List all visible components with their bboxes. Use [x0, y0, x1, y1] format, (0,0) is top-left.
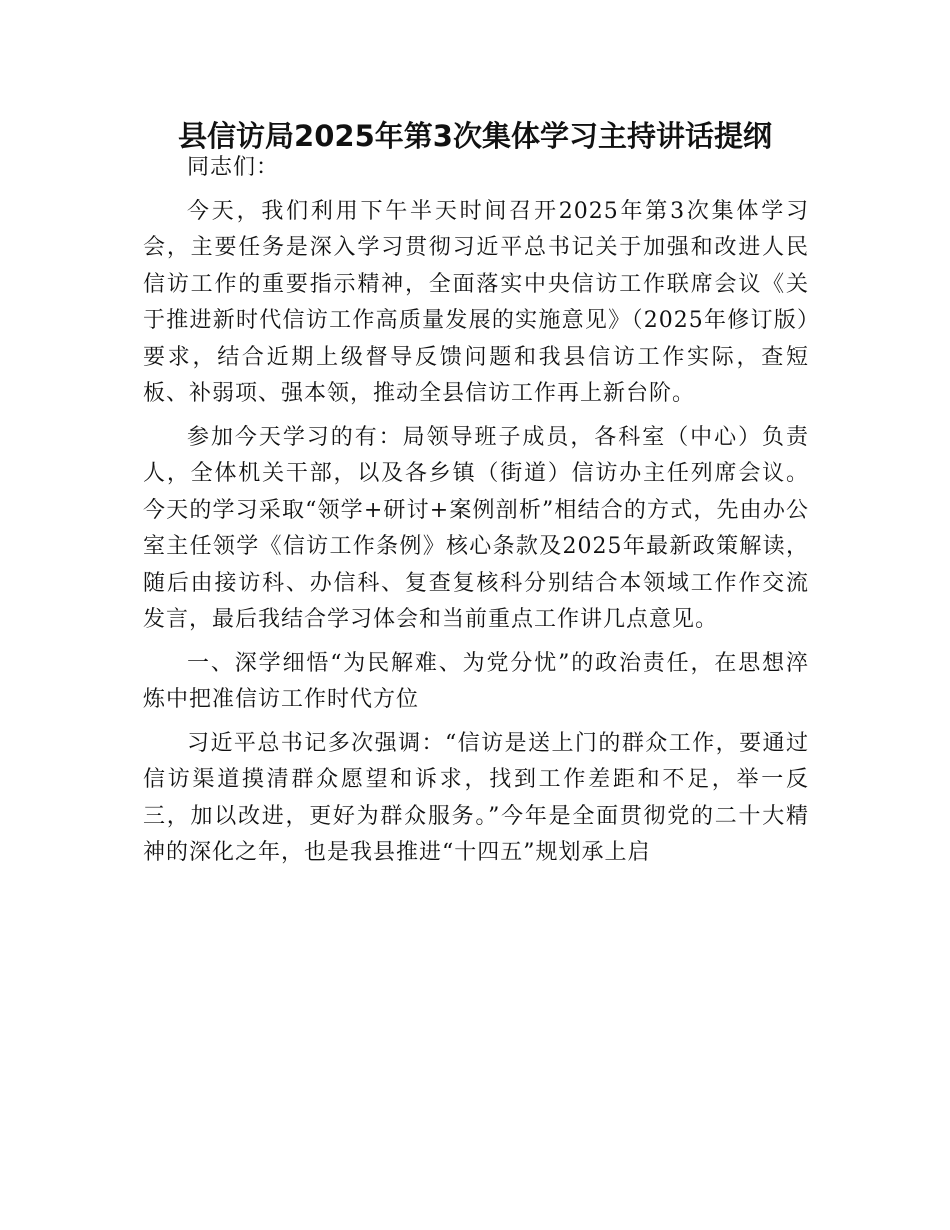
- participants-paragraph: 参加今天学习的有：局领导班子成员，各科室（中心）负责人，全体机关干部，以及各乡镇（街道）信访办主任列席会议。今天的学习采取“领学+研讨+案例剖析”相结合的方式，先由办公室主任领学《信访工作条例》核心条款及2025年最新政策解读，随后由接访科、办信科、复查复核科分别结合本领域工作作交流发言，最后我结合学习体会和当前重点工作讲几点意见。: [143, 424, 809, 632]
- section-one-paragraph: 习近平总书记多次强调：“信访是送上门的群众工作，要通过信访渠道摸清群众愿望和诉求，找到工作差距和不足，举一反三，加以改进，更好为群众服务。”今年是全面贯彻党的二十大精神的深化之年，也是我县推进“十四五”规划承上启: [143, 730, 809, 865]
- greeting-paragraph: 同志们：: [187, 155, 280, 180]
- document-body: [143, 150, 809, 872]
- document-title: 县信访局2025年第3次集体学习主持讲话提纲: [178, 119, 772, 153]
- intro-paragraph: 今天，我们利用下午半天时间召开2025年第3次集体学习会，主要任务是深入学习贯彻习近平总书记关于加强和改进人民信访工作的重要指示精神，全面落实中央信访工作联席会议《关于推进新时代信访工作高质量发展的实施意见》（2025年修订版）要求，结合近期上级督导反馈问题和我县信访工作实际，查短板、补弱项、强本领，推动全县信访工作再上新台阶。: [143, 198, 809, 406]
- section-one-heading: 一、深学细悟“为民解难、为党分忧”的政治责任，在思想淬炼中把准信访工作时代方位: [143, 650, 809, 712]
